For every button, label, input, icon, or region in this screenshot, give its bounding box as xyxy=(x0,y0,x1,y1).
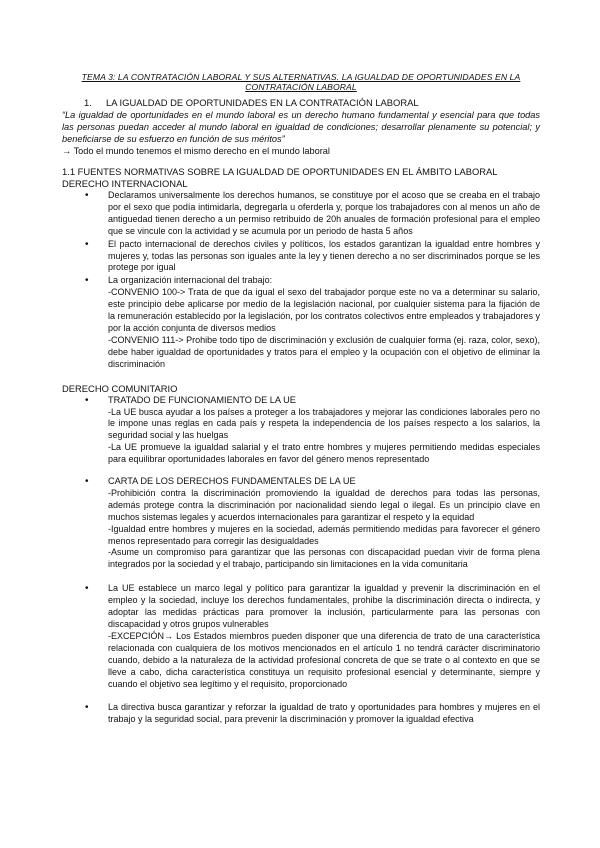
item-title: • CARTA DE LOS DERECHOS FUNDAMENTALES DE LA UE xyxy=(108,476,356,487)
convenio-100-text: -CONVENIO 100-> Trata de que da igual el sexo del trabajador porque este no va a determinar su salario, este principio debe aplicarse por medio de la legislación nacional, por cualquier sistema para la fijación de la remuneración establecido por la legislación, por los contratos colectivos entre empleados y trabajadores y por la acción conjunta de diversos medios xyxy=(108,287,540,333)
item-text: -Igualdad entre hombres y mujeres en la sociedad, además permitiendo medidas para favorecer el género menos representado para corregir las desigualdades xyxy=(108,523,540,546)
list-item-oit xyxy=(108,275,540,370)
derecho-comunitario-list-2 xyxy=(62,476,540,571)
item-text: -La UE promueve la igualdad salarial y el trato entre hombres y mujeres permitiendo medidas especiales para equilibrar oportunidades laborales en favor del género menos representado xyxy=(108,442,540,465)
item-text: • La organización internacional del trabajo: xyxy=(108,275,273,286)
spacer xyxy=(62,467,540,476)
derecho-internacional-list xyxy=(62,190,540,371)
derecho-comunitario-list xyxy=(62,395,540,466)
item-text: • Declaramos universalmente los derechos humanos, se constituye por el acoso que se creaba en el trabajo por el sexo que podía intimidarla, degregarla u oferderla y, porque los trabajadores con al menos un año de antiguedad tienen derecho a un permiso retribuido de 20h anuales de formación profesional para el empleo que se vincule con la actividad y se acumula por un periodo de hasta 5 años xyxy=(108,190,540,236)
list-item-carta-derechos xyxy=(108,476,540,571)
topic-title: TEMA 3: LA CONTRATACIÓN LABORAL Y SUS ALTERNATIVAS. LA IGUALDAD DE OPORTUNIDADES EN LA CONTRATACIÓN LABORAL xyxy=(81,72,521,92)
item-text: • El pacto internacional de derechos civiles y políticos, los estados garantizan la igualdad entre hombres y mujeres y, todas las personas son iguales ante la ley y tienen derecho a no ser discriminados porque se les protege por igual xyxy=(108,238,540,273)
item-text: • La UE establece un marco legal y político para garantizar la igualdad y prevenir la discriminación en el empleo y la sociedad, incluye los derechos fundamentales, prohibe la discriminación directa o indirecta, y adoptar las medidas prácticas para promover la inclusión, particularmente para las personas con discapacidad y otros grupos vulnerables xyxy=(108,583,540,629)
derecho-comunitario-list-3 xyxy=(62,583,540,690)
item-text: • La directiva busca garantizar y reforzar la igualdad de trato y oportunidades para hombres y mujeres en el trabajo y la seguridad social, para prevenir la discriminación y promover la igualdad efectiva xyxy=(108,702,540,725)
spacer xyxy=(62,691,540,702)
equality-quote: “La igualdad de oportunidades en el mundo laboral es un derecho humano fundamental y esencial para que todas las personas puedan acceder al mundo laboral en igualdad de condiciones; desarrollar plenamente su potencial; y beneficiarse de su esfuerzo en función de sus méritos” xyxy=(62,110,540,144)
derecho-internacional-label: DERECHO INTERNACIONAL xyxy=(62,178,188,189)
list-item-marco-legal xyxy=(108,583,540,690)
item-text: -La UE busca ayudar a los países a proteger a los trabajadores y mejorar las condiciones laborales pero no le impone unas reglas en cada país y respeta la independencia de los países respecto a los salarios, la seguridad social y las huelgas xyxy=(108,406,540,441)
section-1-1-heading: 1.1 FUENTES NORMATIVAS SOBRE LA IGUALDAD DE OPORTUNIDADES EN EL ÁMBITO LABORAL xyxy=(62,166,498,177)
section-1-heading-text: LA IGUALDAD DE OPORTUNIDADES EN LA CONTRATACIÓN LABORAL xyxy=(106,97,419,108)
list-item-tratado-ue xyxy=(108,395,540,466)
derecho-comunitario-label: DERECHO COMUNITARIO xyxy=(62,382,178,394)
section-1-heading xyxy=(62,97,540,109)
section-1-number: 1. xyxy=(84,97,92,108)
spacer xyxy=(62,572,540,583)
item-title: • TRATADO DE FUNCIONAMIENTO DE LA UE xyxy=(108,394,296,405)
item-text: -Prohibición contra la discriminación promoviendo la igualdad de derechos para todas las personas, además protege contra la discriminación por nacionalidad siendo legal o ilegal. Es un principio clave en muchos sistemas legales y acuerdos internacionales para garantizar el respeto y la equidad xyxy=(108,487,540,522)
list-item-derechos-humanos xyxy=(108,190,540,238)
list-item-pacto-internacional xyxy=(108,239,540,275)
excepcion-text: -EXCEPCIÓN→ Los Estados miembros pueden disponer que una diferencia de trato de una característica relacionada con cualquiera de los motivos mencionados en el artículo 1 no tendrá carácter discriminatorio cuando, debido a la naturaleza de la actividad profesional concreta de que se trate o al contexto en que se lleve a cabo, dicha característica constituya un requisito profesional esencial y determinante, siempre y cuando el objetivo sea legítimo y el requisito, proporcionado xyxy=(108,630,540,689)
convenio-111-text: -CONVENIO 111-> Prohibe todo tipo de discriminación y exclusión de cualquier forma (ej. raza, color, sexo), debe haber igualdad de oportunidades y tratos para el empleo y la ocupación con el objetivo de eliminar la discriminación xyxy=(108,334,540,369)
list-item-directiva xyxy=(108,702,540,726)
arrow-note: → Todo el mundo tenemos el mismo derecho en el mundo laboral xyxy=(62,146,330,156)
derecho-comunitario-list-4 xyxy=(62,702,540,726)
spacer xyxy=(62,372,540,383)
item-text: -Asume un compromiso para garantizar que las personas con discapacidad puedan vivir de forma plena integrados por la sociedad y el trabajo, participando sin limitaciones en la vida comunitaria xyxy=(108,547,540,570)
